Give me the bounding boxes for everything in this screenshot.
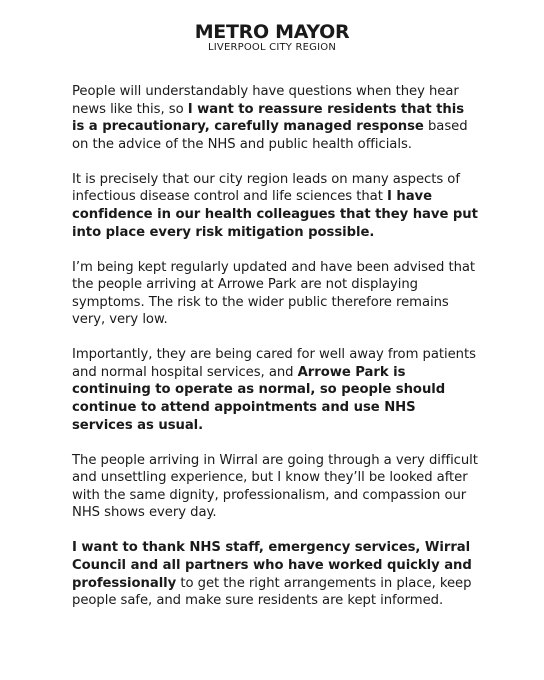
paragraph-emphasis: I want to reassure residents that this is a precautionary, carefully managed response bbox=[72, 101, 465, 135]
paragraph-text: based on the advice of the NHS and public health officials. bbox=[72, 119, 468, 152]
logo-subtitle: LIVERPOOL CITY REGION bbox=[208, 42, 336, 53]
paragraph-emphasis: I want to thank NHS staff, emergency services, Wirral Council and all partners who have worked quickly and professionally bbox=[72, 540, 472, 591]
paragraph-people-arriving bbox=[72, 452, 480, 522]
paragraph-thanks bbox=[72, 539, 480, 609]
logo-title: METRO MAYOR bbox=[194, 21, 350, 43]
paragraph-text: The people arriving in Wirral are going through a very difficult and unsettling experience, but I know they’ll be looked after with the same dignity, professionalism, and compassion our NHS shows every day. bbox=[72, 452, 478, 521]
statement-body bbox=[72, 83, 480, 627]
paragraph-arrowe-park bbox=[72, 346, 480, 434]
paragraph-text: People will understandably have questions when they hear news like this, so bbox=[72, 84, 459, 117]
metro-mayor-logo bbox=[0, 22, 544, 54]
paragraph-updates bbox=[72, 259, 480, 329]
paragraph-text: It is precisely that our city region leads on many aspects of infectious disease control and life sciences that bbox=[72, 171, 460, 205]
paragraph-reassurance bbox=[72, 83, 480, 153]
paragraph-text: Importantly, they are being cared for well away from patients and normal hospital services, and bbox=[72, 347, 476, 380]
paragraph-confidence bbox=[72, 171, 480, 241]
paragraph-text: I’m being kept regularly updated and have been advised that the people arriving at Arrowe Park are not displaying symptoms. The risk to the wider public therefore remains very, very low. bbox=[72, 259, 476, 328]
paragraph-emphasis: Arrowe Park is continuing to operate as normal, so people should continue to attend appointments and use NHS services as usual. bbox=[72, 364, 446, 433]
paragraph-emphasis: I have confidence in our health colleagues that they have put into place every risk mitigation possible. bbox=[72, 189, 478, 240]
paragraph-text: to get the right arrangements in place, keep people safe, and make sure residents are kept informed. bbox=[72, 575, 472, 609]
